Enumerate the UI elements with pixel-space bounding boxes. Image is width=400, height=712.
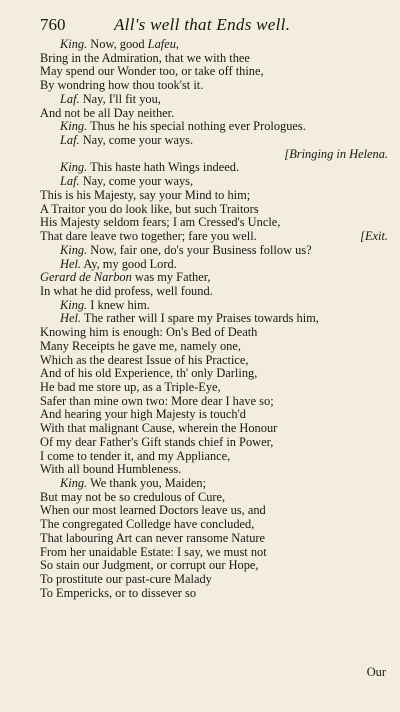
line-text: The rather will I spare my Praises towards him, — [81, 311, 319, 326]
line-text: Of my dear Father's Gift stands chief in Power, — [40, 434, 274, 449]
text-line — [40, 532, 388, 546]
text-line — [40, 422, 388, 436]
line-text: Now, good — [87, 37, 148, 51]
text-line — [40, 189, 388, 203]
line-text: And of his old Experience, th' only Darling, — [40, 366, 258, 381]
line-text: So stain our Judgment, or corrupt our Hope, — [40, 558, 259, 573]
text-line — [40, 52, 388, 66]
running-title: All's well that Ends well. — [114, 15, 291, 34]
speaker-name: Hel. — [60, 311, 81, 326]
line-text: With all bound Humbleness. — [40, 462, 182, 477]
text-line — [40, 299, 388, 313]
play-text — [40, 38, 388, 600]
speaker-name: King. — [60, 476, 88, 490]
text-line — [40, 107, 388, 121]
text-line — [40, 134, 388, 148]
text-line — [40, 79, 388, 93]
text-line — [40, 216, 388, 230]
line-text: Now, fair one, do's your Business follow us? — [87, 242, 312, 257]
line-text: That labouring Art can never ransome Nature — [40, 530, 266, 545]
line-text: Nay, come your ways. — [79, 133, 194, 148]
line-text: By wondring how thou took'st it. — [40, 78, 204, 93]
text-line — [40, 504, 388, 518]
text-line — [40, 518, 388, 532]
italic-name: Lafeu, — [147, 37, 179, 51]
line-text: When our most learned Doctors leave us, and — [40, 503, 266, 518]
line-text: With that malignant Cause, wherein the Honour — [40, 421, 278, 436]
line-text: He bad me store up, as a Triple-Eye, — [40, 379, 221, 394]
line-text: The congregated Colledge have concluded, — [40, 517, 255, 532]
text-line — [40, 367, 388, 381]
line-text: His Majesty seldom fears; I am Cressed's Uncle, — [40, 215, 281, 230]
line-text: And not be all Day neither. — [40, 105, 175, 120]
line-text: We thank you, Maiden; — [87, 476, 207, 490]
speaker-name: King. — [60, 297, 88, 312]
italic-name: Gerard de Narbon — [40, 270, 132, 285]
text-line — [40, 587, 388, 601]
speaker-name: King. — [60, 37, 88, 51]
text-line — [40, 340, 388, 354]
text-line — [40, 326, 388, 340]
line-text: Safer than mine own two: More dear I have so; — [40, 393, 274, 408]
text-line — [40, 203, 388, 217]
stage-direction-exit: [Exit. — [360, 229, 388, 244]
text-line — [40, 408, 388, 422]
speaker-name: Laf. — [60, 174, 80, 189]
catchword: Our — [366, 665, 386, 679]
text-line — [40, 312, 388, 326]
line-text: Bring in the Admiration, that we with thee — [40, 50, 250, 65]
line-text: This haste hath Wings indeed. — [87, 160, 240, 175]
page-number: 760 — [40, 15, 66, 34]
line-text: But may not be so credulous of Cure, — [40, 489, 226, 504]
text-line — [40, 450, 388, 464]
line-text: Nay, I'll fit you, — [79, 91, 161, 106]
line-text: I come to tender it, and my Appliance, — [40, 448, 231, 463]
text-line — [40, 271, 388, 285]
text-line — [40, 120, 388, 134]
line-text: And hearing your high Majesty is touch'd — [40, 407, 246, 422]
line-text: A Traitor you do look like, but such Traitors — [40, 201, 259, 216]
line-text: To prostitute our past-cure Malady — [40, 572, 212, 587]
text-line — [40, 573, 388, 587]
text-line — [40, 148, 388, 162]
speaker-name: Laf. — [60, 91, 80, 106]
text-line — [40, 491, 388, 505]
line-text: Many Receipts he gave me, namely one, — [40, 338, 241, 353]
text-line — [40, 65, 388, 79]
text-line — [40, 381, 388, 395]
text-line — [40, 436, 388, 450]
line-text: Nay, come your ways, — [79, 174, 194, 189]
text-line — [40, 230, 388, 244]
text-line — [40, 93, 388, 107]
text-line — [40, 175, 388, 189]
line-text: That dare leave two together; fare you well. — [40, 229, 257, 244]
speaker-name: Laf. — [60, 133, 80, 148]
line-text: I knew him. — [87, 297, 150, 312]
text-line — [40, 546, 388, 560]
text-line — [40, 395, 388, 409]
page-header — [40, 14, 385, 36]
text-line — [40, 244, 388, 258]
line-text: To Empericks, or to dissever so — [40, 585, 197, 600]
line-text: In what he did profess, well found. — [40, 283, 213, 298]
line-text: Which as the dearest Issue of his Practice, — [40, 352, 249, 367]
text-line — [40, 161, 388, 175]
speaker-name: Hel. — [60, 256, 81, 271]
text-line — [40, 354, 388, 368]
text-line — [40, 38, 388, 52]
line-text: Knowing him is enough: On's Bed of Death — [40, 325, 258, 340]
line-text: was my Father, — [131, 270, 211, 285]
speaker-name: King. — [60, 119, 88, 134]
speaker-name: King. — [60, 242, 88, 257]
line-text: This is his Majesty, say your Mind to him; — [40, 187, 251, 202]
speaker-name: King. — [60, 160, 88, 175]
text-line — [40, 463, 388, 477]
text-line — [40, 477, 388, 491]
stage-direction: [Bringing in Helena. — [284, 146, 388, 161]
text-line — [40, 559, 388, 573]
line-text: Ay, my good Lord. — [81, 256, 177, 271]
text-line — [40, 258, 388, 272]
text-line — [40, 285, 388, 299]
line-text: May spend our Wonder too, or take off thine, — [40, 64, 264, 79]
line-text: From her unaidable Estate: I say, we must not — [40, 544, 267, 559]
line-text: Thus he his special nothing ever Prologues. — [87, 119, 306, 134]
